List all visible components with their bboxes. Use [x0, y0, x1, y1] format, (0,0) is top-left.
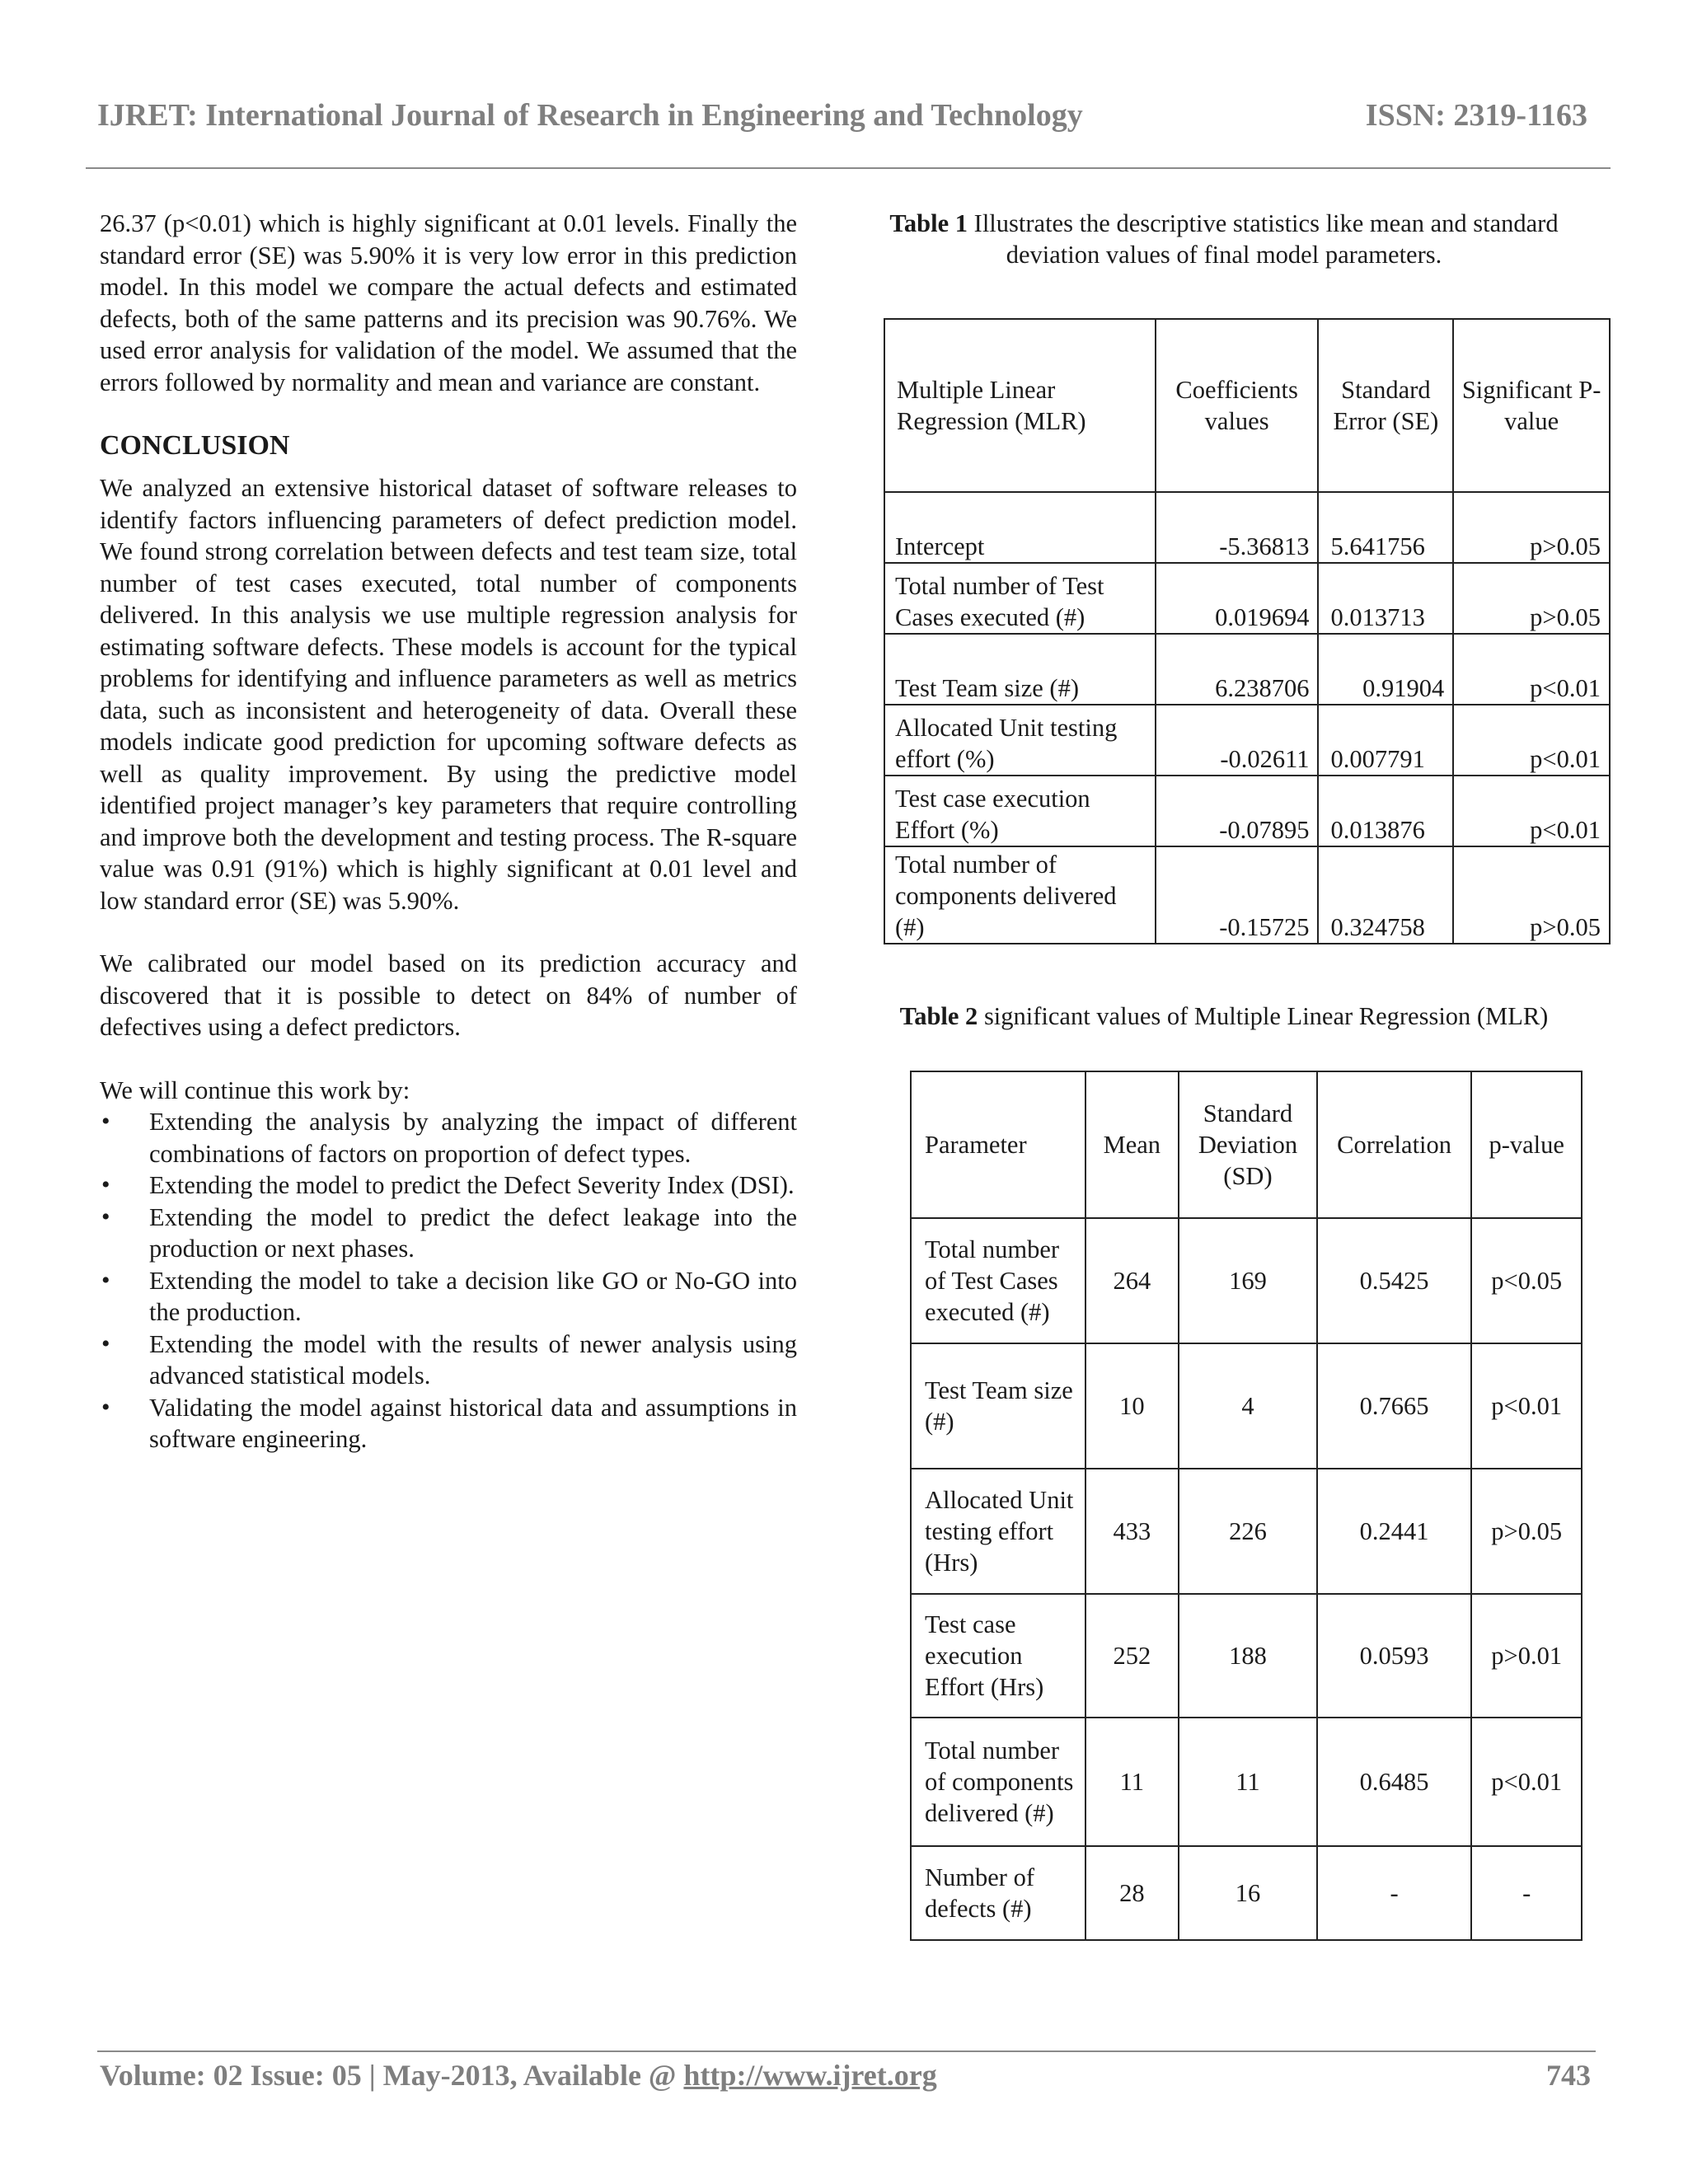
table-cell: Test case execution Effort (Hrs) [911, 1594, 1085, 1718]
footer-volume-text: Volume: 02 Issue: 05 | May-2013, Available @ [100, 2059, 684, 2092]
table-cell: 0.013713 [1318, 563, 1453, 634]
column-header: Standard Deviation (SD) [1179, 1071, 1317, 1218]
table-cell: p>0.05 [1453, 492, 1610, 563]
table-cell: 0.91904 [1318, 634, 1453, 705]
table-cell: 0.5425 [1317, 1218, 1472, 1343]
table-cell: p<0.01 [1453, 705, 1610, 776]
table-cell: Test Team size (#) [884, 634, 1156, 705]
left-column [100, 208, 797, 1455]
table-cell: 226 [1179, 1469, 1317, 1594]
table-cell: 11 [1179, 1718, 1317, 1846]
table-cell: 0.7665 [1317, 1343, 1472, 1469]
journal-link[interactable]: http://www.ijret.org [683, 2059, 937, 2092]
table-cell: -0.02611 [1156, 705, 1319, 776]
table-cell: Total number of Test Cases executed (#) [884, 563, 1156, 634]
table-row [911, 1343, 1582, 1469]
table-cell: 0.0593 [1317, 1594, 1472, 1718]
table1-caption-text: Illustrates the descriptive statistics like mean and standard deviation values of final model parameters. [968, 209, 1559, 269]
table2-caption-text: significant values of Multiple Linear Regression (MLR) [978, 1002, 1549, 1030]
table-cell: 188 [1179, 1594, 1317, 1718]
table-cell: Number of defects (#) [911, 1846, 1085, 1940]
table-cell: Test case execution Effort (%) [884, 776, 1156, 846]
table-cell: Test Team size (#) [911, 1343, 1085, 1469]
table2-caption-label: Table 2 [899, 1002, 978, 1030]
table-cell: 0.6485 [1317, 1718, 1472, 1846]
header-divider [86, 167, 1611, 169]
table-cell: 6.238706 [1156, 634, 1319, 705]
issn: ISSN: 2319-1163 [1365, 98, 1587, 133]
table-cell: Allocated Unit testing effort (Hrs) [911, 1469, 1085, 1594]
footer-divider [97, 2050, 1596, 2052]
table-cell: -0.07895 [1156, 776, 1319, 846]
table-cell: p>0.01 [1471, 1594, 1582, 1718]
table-cell: 5.641756 [1318, 492, 1453, 563]
column-header: Correlation [1317, 1071, 1472, 1218]
table-cell: p<0.01 [1453, 776, 1610, 846]
calibration-paragraph: We calibrated our model based on its prediction accuracy and discovered that it is possible to detect on 84% of number of defectives using a defect predictors. [100, 949, 797, 1041]
table-cell: p<0.01 [1471, 1343, 1582, 1469]
table-row [884, 846, 1610, 944]
table-cell: Total number of components delivered (#) [884, 846, 1156, 944]
table2-caption [886, 1001, 1562, 1032]
column-header: Parameter [911, 1071, 1085, 1218]
table-cell: p>0.05 [1453, 846, 1610, 944]
column-header: Multiple Linear Regression (MLR) [884, 319, 1156, 492]
table-row [884, 776, 1610, 846]
table-cell: 0.324758 [1318, 846, 1453, 944]
table-cell: 4 [1179, 1343, 1317, 1469]
table-row [911, 1469, 1582, 1594]
table-cell: 28 [1085, 1846, 1179, 1940]
table-cell: 0.013876 [1318, 776, 1453, 846]
table-cell: - [1317, 1846, 1472, 1940]
table1-caption [886, 208, 1562, 270]
future-work-list [100, 1106, 797, 1455]
journal-title: IJRET: International Journal of Research in Engineering and Technology [97, 98, 1083, 133]
table-cell: 11 [1085, 1718, 1179, 1846]
table-cell: 0.019694 [1156, 563, 1319, 634]
column-header: Significant P-value [1453, 319, 1610, 492]
table-cell: 0.007791 [1318, 705, 1453, 776]
table-row [911, 1846, 1582, 1940]
table-row [884, 563, 1610, 634]
list-item: • Extending the model to take a decision like GO or No-GO into the production. [100, 1265, 797, 1329]
future-work-intro: We will continue this work by: [100, 1076, 410, 1104]
table-cell: 16 [1179, 1846, 1317, 1940]
list-item: • Extending the model with the results of newer analysis using advanced statistical models. [100, 1329, 797, 1392]
table-row [911, 1718, 1582, 1846]
results-paragraph: 26.37 (p<0.01) which is highly significant at 0.01 levels. Finally the standard error (SE) was 5.90% it is very low error in this prediction model. In this model we compare the actual defects and estimated defects, both of the same patterns and its precision was 90.76%. We used error analysis for validation of the model. We assumed that the errors followed by normality and mean and variance are constant. [100, 209, 797, 396]
conclusion-heading: CONCLUSION [100, 430, 290, 461]
table-cell: p<0.01 [1471, 1718, 1582, 1846]
table-cell: p>0.05 [1453, 563, 1610, 634]
list-item: • Extending the model to predict the defect leakage into the production or next phases. [100, 1202, 797, 1265]
table-cell: p>0.05 [1471, 1469, 1582, 1594]
table-cell: Total number of Test Cases executed (#) [911, 1218, 1085, 1343]
table-cell: Intercept [884, 492, 1156, 563]
table-cell: 169 [1179, 1218, 1317, 1343]
list-item: • Validating the model against historical data and assumptions in software engineering. [100, 1392, 797, 1455]
table-cell: Allocated Unit testing effort (%) [884, 705, 1156, 776]
table-row [884, 705, 1610, 776]
page-number: 743 [1546, 2059, 1591, 2092]
table-row [911, 1218, 1582, 1343]
column-header: Mean [1085, 1071, 1179, 1218]
table-cell: p<0.05 [1471, 1218, 1582, 1343]
list-item: • Extending the analysis by analyzing the impact of different combinations of factors on proportion of defect types. [100, 1106, 797, 1169]
table2 [910, 1071, 1582, 1941]
table-cell: 433 [1085, 1469, 1179, 1594]
conclusion-paragraph: We analyzed an extensive historical dataset of software releases to identify factors influencing parameters of defect prediction model. We found strong correlation between defects and test team size, total number of test cases executed, total number of components delivered. In this analysis we use multiple regression analysis for estimating software defects. These models is account for the typical problems for identifying and influence parameters as well as metrics data, such as inconsistent and heterogeneity of data. Overall these models indicate good prediction for upcoming software defects as well as quality improvement. By using the predictive model identified project manager’s key parameters that require controlling and improve both the development and testing process. The R-square value was 0.91 (91%) which is highly significant at 0.01 level and low standard error (SE) was 5.90%. [100, 474, 797, 915]
table-cell: 252 [1085, 1594, 1179, 1718]
column-header: Standard Error (SE) [1318, 319, 1453, 492]
table-cell: Total number of components delivered (#) [911, 1718, 1085, 1846]
table-row [911, 1594, 1582, 1718]
table-cell: -0.15725 [1156, 846, 1319, 944]
list-item: • Extending the model to predict the Defect Severity Index (DSI). [100, 1169, 797, 1202]
table-cell: 0.2441 [1317, 1469, 1472, 1594]
table1 [884, 318, 1611, 944]
table-cell: - [1471, 1846, 1582, 1940]
table-row [884, 492, 1610, 563]
table-header-row [911, 1071, 1582, 1218]
table1-caption-label: Table 1 [889, 209, 968, 237]
table-cell: 10 [1085, 1343, 1179, 1469]
table-cell: p<0.01 [1453, 634, 1610, 705]
table-header-row [884, 319, 1610, 492]
table-cell: 264 [1085, 1218, 1179, 1343]
footer-volume [100, 2058, 937, 2093]
table-row [884, 634, 1610, 705]
column-header: p-value [1471, 1071, 1582, 1218]
table-cell: -5.36813 [1156, 492, 1319, 563]
column-header: Coefficients values [1156, 319, 1319, 492]
